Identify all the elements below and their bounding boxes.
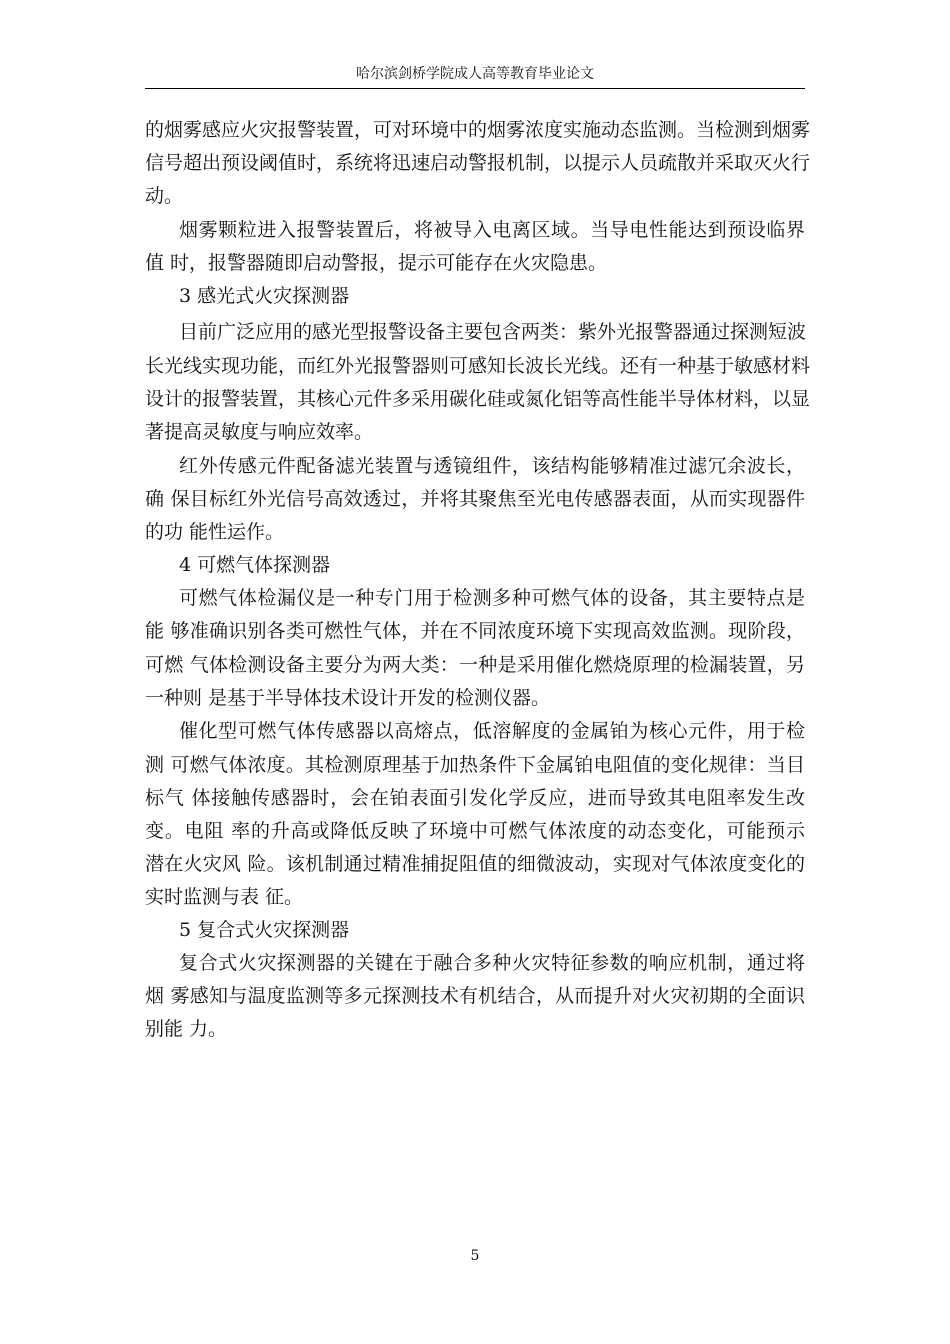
paragraph-line: 目前广泛应用的感光型报警设备主要包含两类：紫外光报警器通过探测短波 — [179, 321, 807, 343]
paragraph-line: 催化型可燃气体传感器以高熔点，低溶解度的金属铂为核心元件，用于检 — [179, 720, 805, 742]
paragraph-line: 烟雾颗粒进入报警装置后，将被导入电离区域。当导电性能达到预设临界 — [179, 219, 805, 241]
paragraph-line: 标气 体接触传感器时，会在铂表面引发化学反应，进而导致其电阻率发生改 — [145, 787, 805, 809]
paragraph-line: 潜在火灾风 险。该机制通过精准捕捉阻值的细微波动，实现对气体浓度变化的 — [145, 853, 805, 875]
paragraph-line: 长光线实现功能，而红外光报警器则可感知长波长光线。还有一种基于敏感材料 — [145, 355, 811, 377]
paragraph-line: 一种则 是基于半导体技术设计开发的检测仪器。 — [145, 687, 551, 709]
paragraph-line: 红外传感元件配备滤光装置与透镜组件，该结构能够精准过滤冗余波长， — [179, 455, 805, 477]
paragraph-line: 的烟雾感应火灾报警装置，可对环境中的烟雾浓度实施动态监测。当检测到烟雾 — [145, 119, 811, 141]
section-heading: 4 可燃气体探测器 — [179, 554, 331, 576]
paragraph-line: 确 保目标红外光信号高效透过，并将其聚焦至光电传感器表面，从而实现器件 — [145, 488, 805, 510]
section-heading: 3 感光式火灾探测器 — [179, 285, 350, 307]
paragraph-line: 可燃 气体检测设备主要分为两大类：一种是采用催化燃烧原理的检漏装置，另 — [145, 654, 805, 676]
paragraph-line: 烟 雾感知与温度监测等多元探测技术有机结合，从而提升对火灾初期的全面识 — [145, 985, 805, 1007]
paragraph-line: 可燃气体检漏仪是一种专门用于检测多种可燃气体的设备，其主要特点是 — [179, 587, 805, 609]
header-rule — [145, 88, 805, 89]
section-heading: 5 复合式火灾探测器 — [179, 919, 350, 941]
paragraph-line: 变。电阻 率的升高或降低反映了环境中可燃气体浓度的动态变化，可能预示 — [145, 820, 805, 842]
paragraph-line: 复合式火灾探测器的关键在于融合多种火灾特征参数的响应机制，通过将 — [179, 952, 805, 974]
paragraph-line: 测 可燃气体浓度。其检测原理基于加热条件下金属铂电阻值的变化规律：当目 — [145, 754, 805, 776]
running-header: 哈尔滨剑桥学院成人高等教育毕业论文 — [356, 66, 594, 82]
paragraph-line: 实时监测与表 征。 — [145, 886, 304, 908]
paragraph-line: 的功 能性运作。 — [145, 521, 285, 543]
paragraph-line: 信号超出预设阈值时，系统将迅速启动警报机制，以提示人员疏散并采取灭火行 — [145, 152, 811, 174]
paragraph-line: 动。 — [145, 185, 184, 207]
paragraph-line: 著提高灵敏度与响应效率。 — [145, 421, 374, 443]
page-number: 5 — [470, 1248, 480, 1264]
paragraph-line: 别能 力。 — [145, 1018, 228, 1040]
paragraph-line: 设计的报警装置，其核心元件多采用碳化硅或氮化铝等高性能半导体材料，以显 — [145, 388, 811, 410]
paragraph-line: 值 时，报警器随即启动警报，提示可能存在火灾隐患。 — [145, 252, 608, 274]
paragraph-line: 能 够准确识别各类可燃性气体，并在不同浓度环境下实现高效监测。现阶段， — [145, 620, 805, 642]
